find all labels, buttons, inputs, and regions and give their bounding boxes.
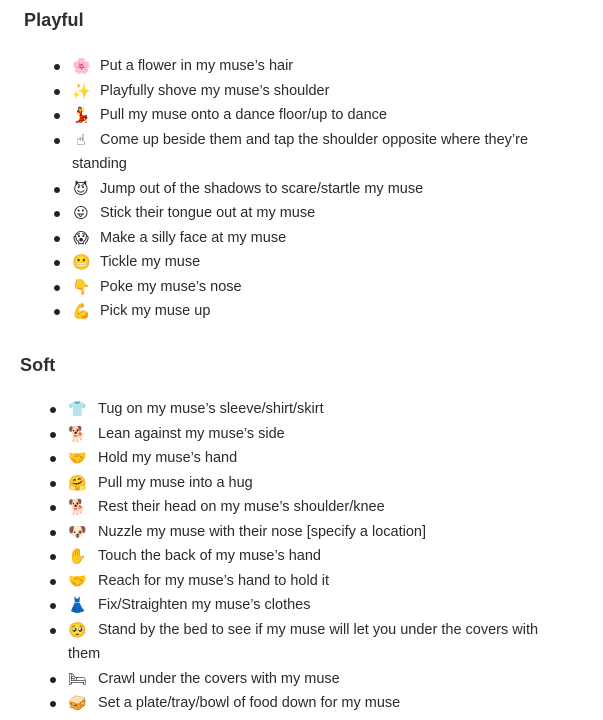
dress-icon: 👗	[68, 596, 87, 614]
pleading-face-icon: 🥺	[68, 620, 87, 639]
tongue-face-icon: 😛	[73, 204, 89, 222]
list-item	[46, 593, 586, 618]
list-item	[50, 275, 590, 300]
sparkles-icon: ✨	[72, 81, 91, 100]
list-item	[50, 128, 590, 177]
bullet-dot	[54, 211, 60, 217]
flower-icon: 🌸	[72, 57, 91, 75]
bullet-dot	[50, 579, 56, 585]
list-item	[50, 103, 590, 128]
hugging-face-icon: 🤗	[68, 473, 87, 492]
bullet-dot	[50, 554, 56, 560]
bullet-dot	[54, 64, 60, 70]
list-item	[46, 471, 586, 496]
list-item-text: Tickle my muse	[100, 254, 201, 270]
list-item-text: Come up beside them and tap the shoulder opposite where they’re	[100, 131, 529, 148]
raised-hand-icon: ✋	[68, 547, 87, 565]
list-item-text: Lean against my muse’s side	[98, 425, 285, 442]
bullet-dot	[54, 138, 60, 144]
dog-icon: 🐕	[68, 424, 87, 443]
pointing-down-icon: 👇	[72, 277, 91, 296]
puppy-face-icon: 🐶	[68, 522, 87, 541]
bullet-dot	[50, 432, 56, 438]
list-item-text: Make a silly face at my muse	[100, 229, 287, 246]
shirt-icon: 👕	[68, 400, 87, 418]
flexed-bicep-icon: 💪	[72, 302, 91, 320]
bullet-dot	[50, 628, 56, 634]
list-item	[50, 226, 590, 251]
bed-icon: 🛏	[68, 669, 88, 688]
list-item	[46, 446, 586, 471]
bullet-dot	[50, 701, 56, 707]
list-item	[46, 397, 586, 422]
list-item-text: Reach for my muse’s hand to hold it	[98, 572, 330, 589]
list-item-text: Tug on my muse’s sleeve/shirt/skirt	[98, 401, 324, 417]
list-item-text: Touch the back of my muse’s hand	[98, 548, 321, 564]
bullet-dot	[50, 677, 56, 683]
bullet-dot	[54, 89, 60, 95]
list-item	[50, 299, 590, 324]
section-title-playful: Playful	[24, 10, 84, 30]
list-item	[46, 569, 586, 594]
bullet-dot	[54, 285, 60, 291]
list-item	[50, 250, 590, 275]
grimace-face-icon: 😬	[72, 253, 91, 271]
list-item-text: Pull my muse into a hug	[98, 474, 253, 491]
soft-list	[46, 397, 586, 716]
list-item-text-continued: them	[68, 646, 101, 662]
bullet-dot	[54, 309, 60, 315]
bullet-dot	[50, 505, 56, 511]
dog-icon: 🐕	[68, 498, 87, 516]
list-item	[46, 495, 586, 520]
section-title-soft: Soft	[20, 355, 56, 375]
sandwich-icon: 🥪	[68, 694, 87, 712]
devil-face-icon: 😈	[73, 179, 89, 198]
list-item-text: Nuzzle my muse with their nose [specify a location]	[98, 523, 426, 540]
list-item-text: Pull my muse onto a dance floor/up to dance	[100, 107, 387, 123]
bullet-dot	[54, 113, 60, 119]
list-item-text: Crawl under the covers with my muse	[98, 670, 340, 687]
list-item-text: Playfully shove my muse’s shoulder	[100, 82, 330, 99]
list-item	[50, 201, 590, 226]
list-item	[46, 618, 586, 667]
list-item-text-continued: standing	[72, 156, 127, 172]
bullet-dot	[54, 260, 60, 266]
bullet-dot	[54, 187, 60, 193]
list-item	[50, 177, 590, 202]
screaming-face-icon: 😱	[73, 228, 89, 247]
bullet-dot	[50, 530, 56, 536]
list-item-text: Put a flower in my muse’s hair	[100, 58, 294, 74]
list-item-text: Set a plate/tray/bowl of food down for my muse	[98, 695, 401, 711]
list-item	[46, 667, 586, 692]
list-item-text: Poke my muse’s nose	[100, 278, 242, 295]
playful-list	[50, 54, 590, 324]
list-item	[50, 79, 590, 104]
list-item-text: Pick my muse up	[100, 303, 211, 319]
list-item-text: Rest their head on my muse’s shoulder/knee	[98, 499, 385, 515]
list-item	[46, 544, 586, 569]
dancer-icon: 💃	[72, 106, 91, 124]
list-item	[46, 520, 586, 545]
bullet-dot	[50, 481, 56, 487]
bullet-dot	[50, 456, 56, 462]
handshake-icon: 🤝	[68, 449, 87, 467]
bullet-dot	[50, 603, 56, 609]
pointing-finger-icon: ☝	[76, 130, 86, 149]
handshake-icon: 🤝	[68, 571, 87, 590]
list-item	[46, 691, 586, 716]
list-item-text: Fix/Straighten my muse’s clothes	[98, 597, 311, 613]
bullet-dot	[50, 407, 56, 413]
list-item-text: Stand by the bed to see if my muse will let you under the covers with	[98, 621, 539, 638]
list-item	[50, 54, 590, 79]
list-item-text: Jump out of the shadows to scare/startle my muse	[100, 180, 424, 197]
bullet-dot	[54, 236, 60, 242]
list-item	[46, 422, 586, 447]
list-item-text: Hold my muse’s hand	[98, 450, 238, 466]
list-item-text: Stick their tongue out at my muse	[100, 205, 316, 221]
